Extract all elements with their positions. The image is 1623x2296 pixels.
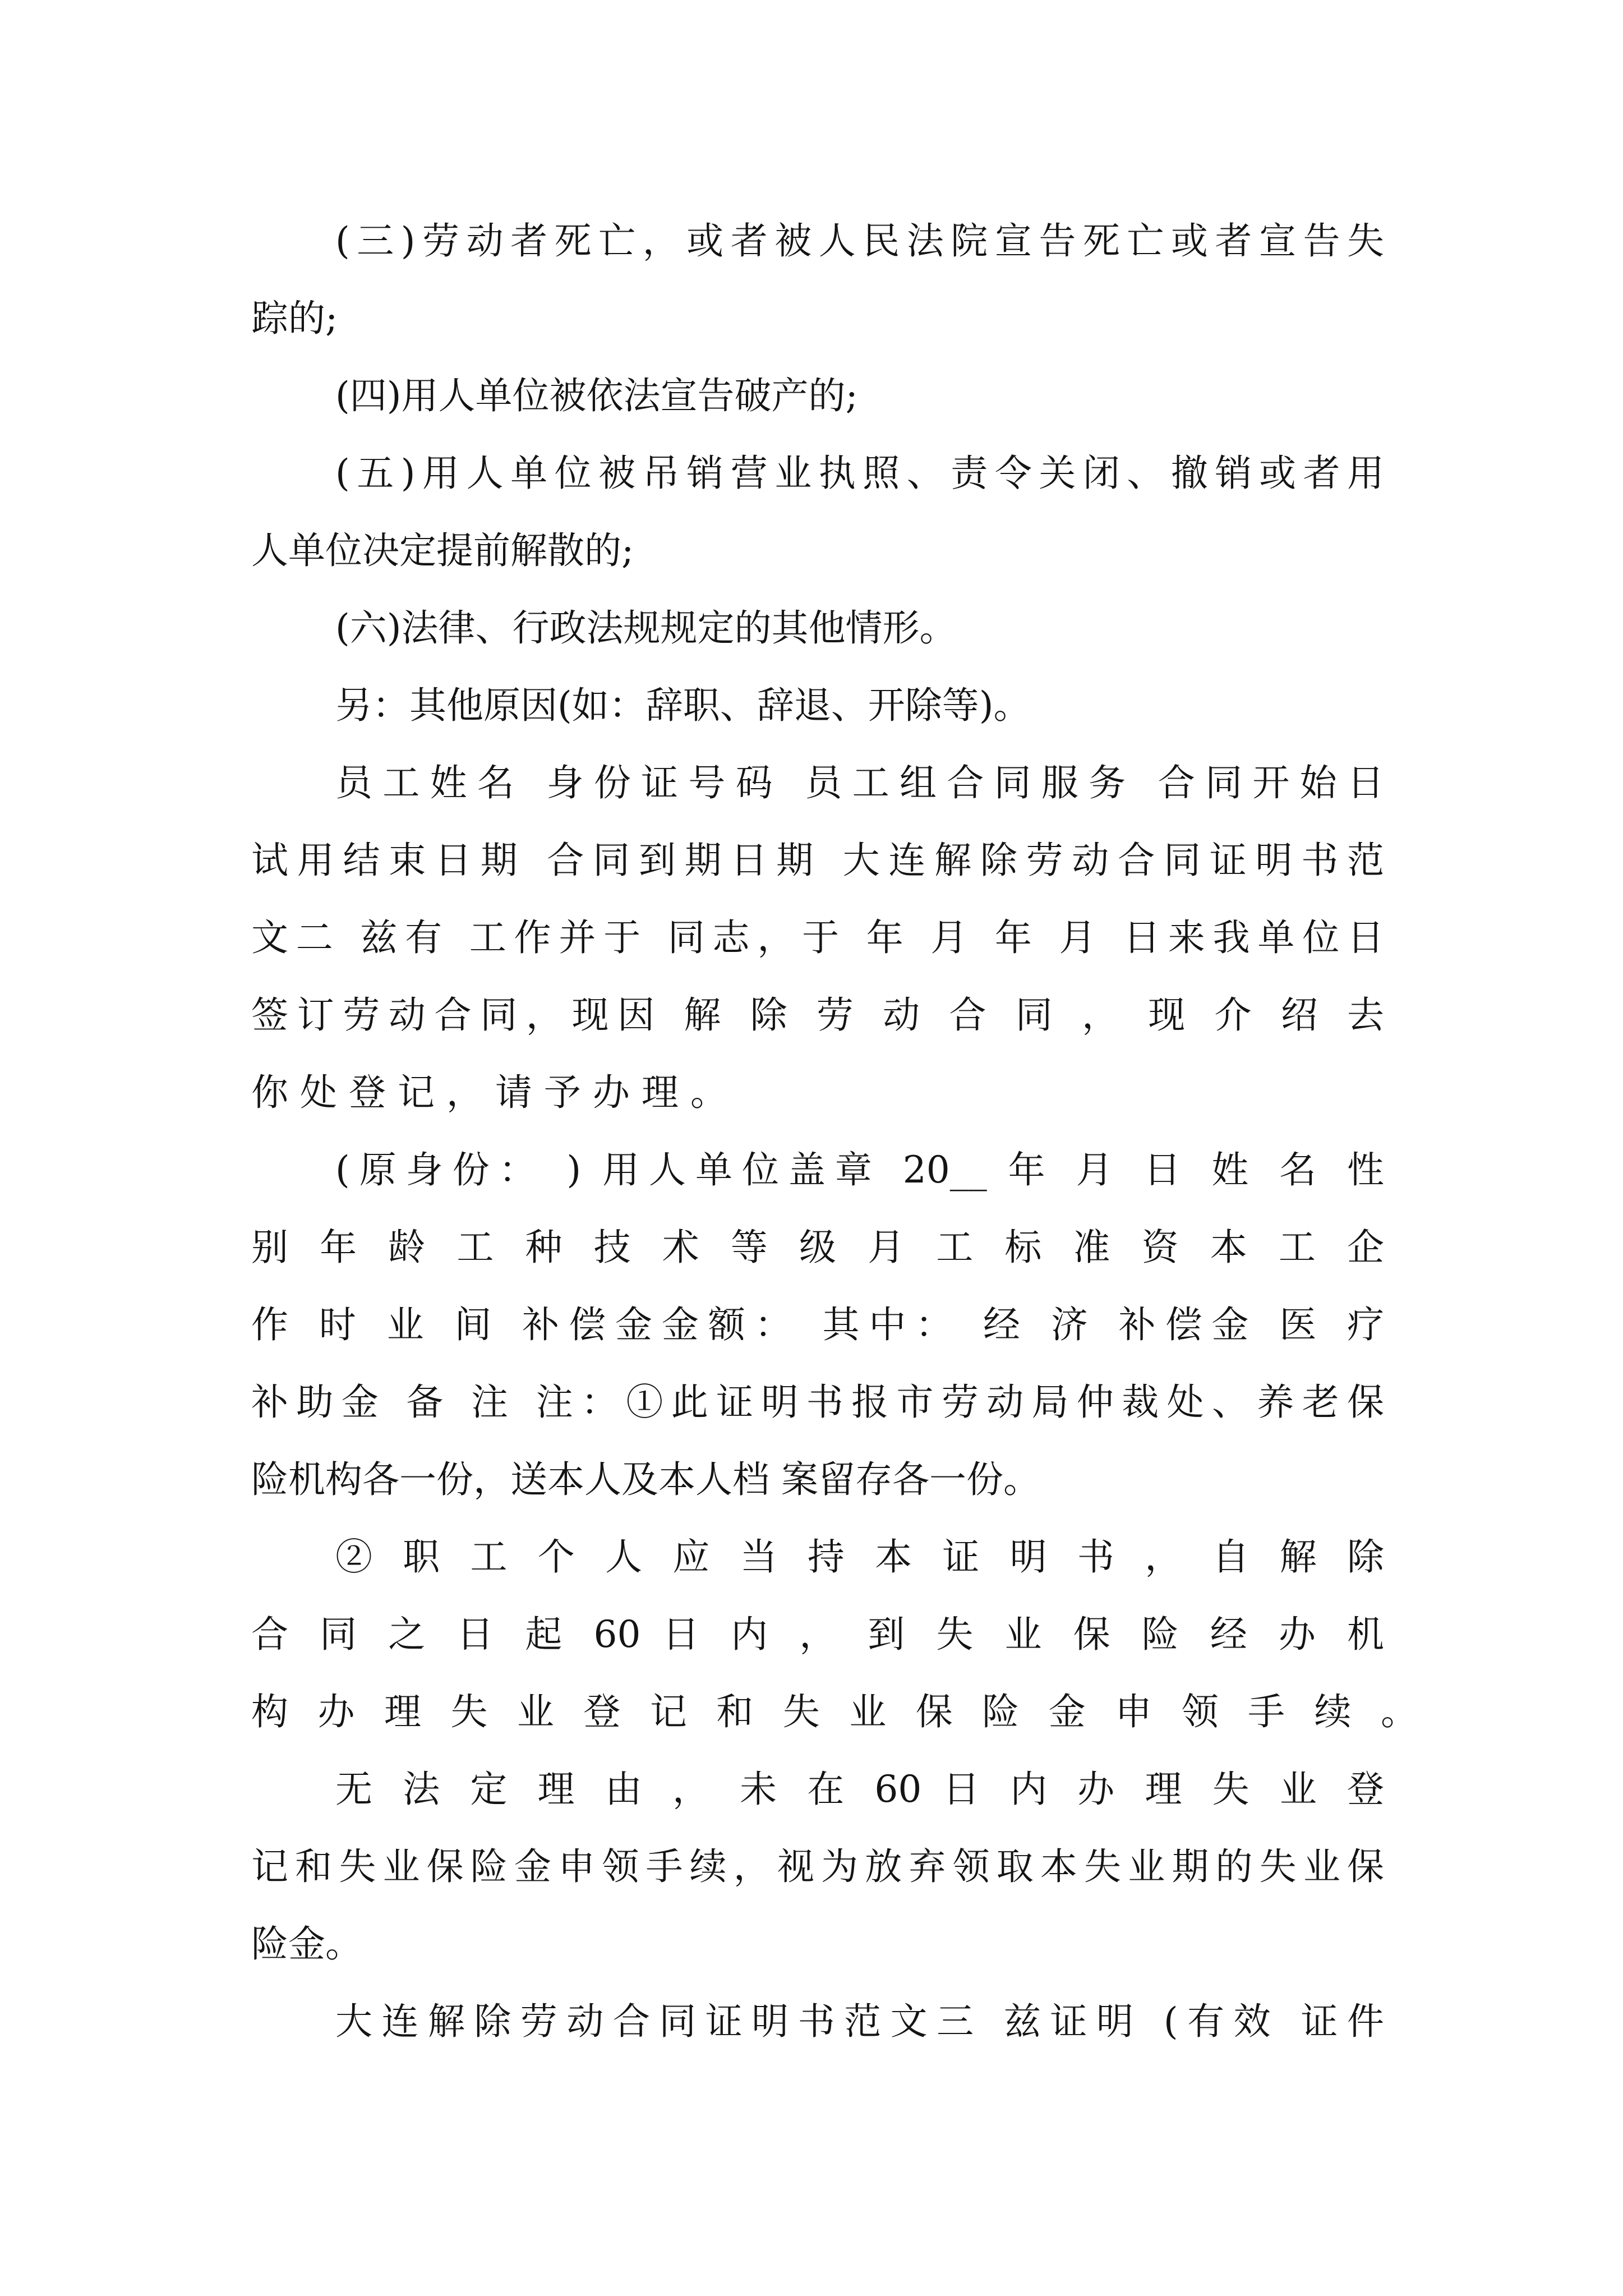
text-line-20: 构 办 理 失 业 登 记 和 失 业 保 险 金 申 领 手 续 。 [251, 1690, 1418, 1733]
text-line-15: 作 时 业 间 补偿金金额： 其中： 经 济 补偿金 医 疗 [251, 1303, 1384, 1346]
text-line-8: 员工姓名 身份证号码 员工组合同服务 合同开始日 [335, 761, 1384, 804]
text-line-16: 补助金 备 注 注：①此证明书报市劳动局仲裁处、养老保 [251, 1381, 1384, 1424]
text-line-24: 大连解除劳动合同证明书范文三 兹证明 (有效 证件 [335, 2000, 1384, 2043]
text-line-2: 踪的; [251, 297, 338, 340]
text-line-12: 你 处 登 记 ， 请 予 办 理 。 [251, 1071, 727, 1114]
text-line-18: ② 职 工 个 人 应 当 持 本 证 明 书 ， 自 解 除 [335, 1535, 1384, 1579]
text-line-10: 文二 兹有 工作并于 同志，于 年 月 年 月 日来我单位日 [251, 916, 1384, 959]
text-line-13: (原身份： ) 用人单位盖章 20__ 年 月 日 姓 名 性 [335, 1148, 1384, 1191]
text-line-1: (三)劳动者死亡，或者被人民法院宣告死亡或者宣告失 [335, 219, 1384, 263]
text-line-21: 无 法 定 理 由 ， 未 在 60 日 内 办 理 失 业 登 [335, 1768, 1384, 1811]
text-line-7: 另：其他原因(如：辞职、辞退、开除等)。 [335, 684, 1031, 727]
text-line-14: 别 年 龄 工 种 技 术 等 级 月 工 标 准 资 本 工 企 [251, 1226, 1384, 1269]
text-line-5: 人单位决定提前解散的; [251, 529, 634, 572]
text-line-3: (四)用人单位被依法宣告破产的; [335, 374, 858, 417]
text-line-17: 险机构各一份，送本人及本人档 案留存各一份。 [251, 1458, 1040, 1501]
text-line-9: 试用结束日期 合同到期日期 大连解除劳动合同证明书范 [251, 839, 1384, 882]
text-line-4: (五)用人单位被吊销营业执照、责令关闭、撤销或者用 [335, 452, 1384, 495]
text-line-11: 签订劳动合同，现因 解 除 劳 动 合 同 ， 现 介 绍 去 [251, 993, 1384, 1037]
text-line-23: 险金。 [251, 1922, 362, 1966]
text-line-19: 合 同 之 日 起 60 日 内 ， 到 失 业 保 险 经 办 机 [251, 1613, 1384, 1656]
text-line-22: 记和失业保险金申领手续，视为放弃领取本失业期的失业保 [251, 1845, 1384, 1888]
text-line-6: (六)法律、行政法规规定的其他情形。 [335, 606, 957, 650]
